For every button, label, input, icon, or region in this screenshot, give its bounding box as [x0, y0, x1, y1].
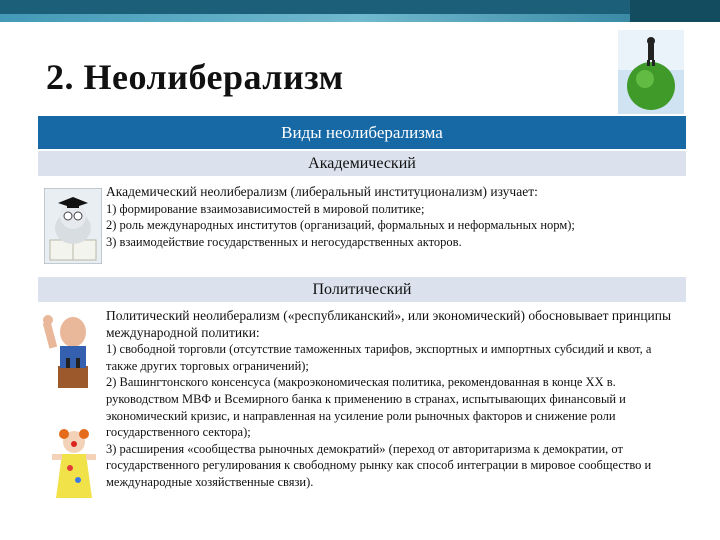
academic-row [38, 178, 686, 275]
slide-title: 2. Неолиберализм [46, 57, 344, 97]
top-decorative-bar [0, 0, 720, 22]
academic-item-1: 1) формирование взаимозависимостей в мировой политике; [106, 201, 425, 216]
top-bar-stripe [0, 14, 720, 22]
globe-person-icon [618, 30, 684, 114]
political-item-1: 1) свободной торговли (отсутствие таможенных тарифов, экспортных и импортных субсидий и квот, а также других торговых ограничений); [106, 342, 652, 373]
political-heading: Политический [38, 275, 686, 304]
academic-intro: Академический неолиберализм (либеральный институционализм) изучает: [106, 184, 538, 199]
speaker-podium-icon [38, 308, 104, 390]
political-text [106, 308, 680, 491]
academic-item-2: 2) роль международных институтов (организаций, формальных и неформальных норм); [106, 218, 575, 233]
political-item-2: 2) Вашингтонского консенсуса (макроэкономическая политика, рекомендованная в конце XX в. руководством МВФ и Всемирного банка к применению в странах, испытывающих финансовый и экономический кризис, и направленная на усиление роли рыночных факторов и снижение роли государственного сектора); [106, 375, 626, 440]
academic-text [106, 184, 680, 250]
neoliberalism-types-table [38, 116, 686, 514]
academic-heading: Академический [38, 149, 686, 178]
political-item-3: 3) расширения «сообщества рыночных демократий» (переход от авторитаризма к демократии, от государственного регулирования к свободному рынку как способ интеграции в мировое сообщество и международные хозяйственные связи). [106, 441, 652, 489]
table-header: Виды неолиберализма [38, 116, 686, 149]
top-bar-dark-end [630, 0, 720, 22]
clown-icon [50, 424, 98, 504]
political-row [38, 304, 686, 514]
political-intro: Политический неолиберализм («республиканский», или экономический) обосновывает принципы международной политики: [106, 308, 672, 340]
academic-item-3: 3) взаимодействие государственных и негосударственных акторов. [106, 234, 462, 249]
scholar-cat-icon [44, 188, 102, 264]
